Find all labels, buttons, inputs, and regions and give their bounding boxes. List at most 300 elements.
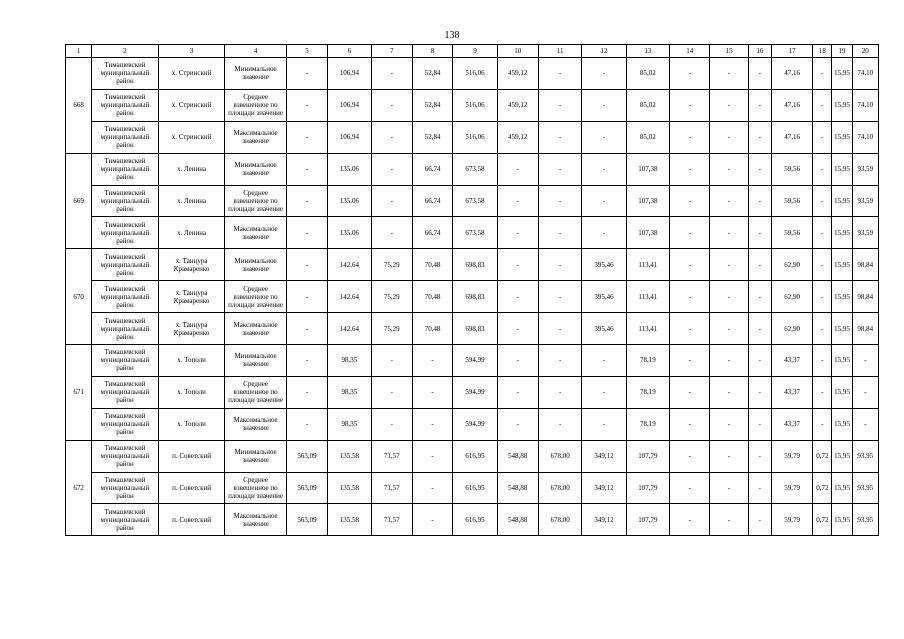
value-cell-col-17: 43,37 [771, 345, 812, 377]
value-cell-col-20: 93,95 [852, 472, 878, 504]
value-cell-col-15: - [710, 217, 748, 249]
value-cell-col-12: - [582, 185, 626, 217]
settlement-cell: х. Тополи [158, 408, 225, 440]
value-cell-col-6: 142,64 [328, 249, 371, 281]
value-cell-col-5: - [286, 249, 327, 281]
value-cell-col-19: 15,95 [832, 504, 852, 536]
value-cell-col-7: 71,57 [371, 504, 412, 536]
value-cell-col-12: - [582, 345, 626, 377]
value-cell-col-6: 142,64 [328, 281, 371, 313]
value-cell-col-13: 107,79 [626, 504, 669, 536]
value-cell-col-17: 59,79 [771, 472, 812, 504]
value-cell-col-5: - [286, 376, 327, 408]
value-cell-col-8: 52,84 [412, 121, 452, 153]
value-cell-col-16: - [748, 89, 771, 121]
value-cell-col-20: 93,95 [852, 440, 878, 472]
value-cell-col-10: - [497, 345, 538, 377]
value-cell-col-20: 74,10 [852, 121, 878, 153]
column-number-17: 17 [771, 45, 812, 58]
value-cell-col-8: 66,74 [412, 217, 452, 249]
value-cell-col-7: 75,29 [371, 249, 412, 281]
value-cell-col-20: 98,84 [852, 249, 878, 281]
value-cell-col-15: - [710, 58, 748, 90]
value-cell-col-9: 516,06 [453, 121, 497, 153]
column-number-9: 9 [453, 45, 497, 58]
value-cell-col-9: 616,95 [453, 472, 497, 504]
district-cell: Тимашевский муниципальный район [92, 281, 159, 313]
settlement-cell: п. Советский [158, 504, 225, 536]
value-cell-col-8: - [412, 408, 452, 440]
value-cell-col-6: 135,58 [328, 472, 371, 504]
column-number-5: 5 [286, 45, 327, 58]
value-cell-col-7: 71,57 [371, 440, 412, 472]
value-cell-col-19: 15,95 [832, 345, 852, 377]
district-cell: Тимашевский муниципальный район [92, 345, 159, 377]
table-row [66, 89, 879, 121]
value-cell-col-7: - [371, 408, 412, 440]
value-cell-col-12: - [582, 217, 626, 249]
value-type-cell: Минимальное значение [225, 249, 287, 281]
value-cell-col-20: 98,84 [852, 313, 878, 345]
value-cell-col-13: 107,38 [626, 185, 669, 217]
value-cell-col-14: - [670, 313, 710, 345]
value-cell-col-19: 15,95 [832, 376, 852, 408]
value-cell-col-8: - [412, 440, 452, 472]
value-cell-col-5: 563,09 [286, 472, 327, 504]
value-type-cell: Среднее взвешенное по площади значение [225, 472, 287, 504]
value-cell-col-18: - [813, 408, 832, 440]
value-cell-col-5: - [286, 185, 327, 217]
value-cell-col-18: - [813, 249, 832, 281]
value-cell-col-12: 349,12 [582, 472, 626, 504]
value-cell-col-6: 106,94 [328, 89, 371, 121]
value-cell-col-7: - [371, 185, 412, 217]
value-cell-col-16: - [748, 217, 771, 249]
row-group-number: 669 [66, 153, 92, 249]
table-row [66, 217, 879, 249]
value-cell-col-15: - [710, 376, 748, 408]
value-cell-col-12: - [582, 121, 626, 153]
value-cell-col-16: - [748, 472, 771, 504]
value-cell-col-15: - [710, 121, 748, 153]
value-cell-col-7: - [371, 58, 412, 90]
value-cell-col-20: 93,59 [852, 185, 878, 217]
value-type-cell: Максимальное значение [225, 217, 287, 249]
column-number-13: 13 [626, 45, 669, 58]
settlement-cell: п. Советский [158, 440, 225, 472]
value-cell-col-6: 98,35 [328, 345, 371, 377]
value-cell-col-18: - [813, 313, 832, 345]
value-cell-col-19: 15,95 [832, 185, 852, 217]
value-cell-col-16: - [748, 345, 771, 377]
value-cell-col-8: 66,74 [412, 153, 452, 185]
value-cell-col-19: 15,95 [832, 153, 852, 185]
value-cell-col-12: - [582, 89, 626, 121]
district-cell: Тимашевский муниципальный район [92, 89, 159, 121]
district-cell: Тимашевский муниципальный район [92, 440, 159, 472]
value-cell-col-16: - [748, 313, 771, 345]
value-cell-col-7: - [371, 217, 412, 249]
value-type-cell: Минимальное значение [225, 153, 287, 185]
value-cell-col-7: - [371, 345, 412, 377]
value-cell-col-18: - [813, 281, 832, 313]
value-cell-col-8: - [412, 345, 452, 377]
value-cell-col-16: - [748, 440, 771, 472]
value-cell-col-10: - [497, 281, 538, 313]
settlement-cell: х. Ленина [158, 185, 225, 217]
value-cell-col-19: 15,95 [832, 408, 852, 440]
value-cell-col-7: 75,29 [371, 281, 412, 313]
settlement-cell: п. Советский [158, 472, 225, 504]
value-cell-col-17: 62,90 [771, 249, 812, 281]
value-cell-col-12: 349,12 [582, 504, 626, 536]
district-cell: Тимашевский муниципальный район [92, 408, 159, 440]
value-cell-col-6: 106,94 [328, 58, 371, 90]
value-cell-col-9: 516,06 [453, 89, 497, 121]
value-cell-col-19: 15,95 [832, 472, 852, 504]
value-cell-col-13: 113,41 [626, 313, 669, 345]
value-cell-col-20: 93,59 [852, 153, 878, 185]
row-group-number: 670 [66, 249, 92, 345]
row-group-number: 671 [66, 345, 92, 441]
value-cell-col-13: 85,02 [626, 121, 669, 153]
value-cell-col-8: 70,48 [412, 313, 452, 345]
value-cell-col-17: 62,90 [771, 281, 812, 313]
value-cell-col-7: - [371, 89, 412, 121]
value-cell-col-6: 98,35 [328, 408, 371, 440]
value-type-cell: Минимальное значение [225, 58, 287, 90]
value-cell-col-16: - [748, 58, 771, 90]
settlement-cell: х. Танцура Крамаренко [158, 281, 225, 313]
value-type-cell: Максимальное значение [225, 121, 287, 153]
value-cell-col-10: - [497, 408, 538, 440]
value-cell-col-11: - [538, 281, 581, 313]
value-cell-col-10: 548,88 [497, 440, 538, 472]
value-type-cell: Максимальное значение [225, 408, 287, 440]
value-cell-col-9: 594,99 [453, 376, 497, 408]
value-cell-col-9: 698,83 [453, 249, 497, 281]
settlement-cell: х. Ленина [158, 217, 225, 249]
value-cell-col-15: - [710, 440, 748, 472]
value-cell-col-14: - [670, 408, 710, 440]
table-row [66, 313, 879, 345]
district-cell: Тимашевский муниципальный район [92, 217, 159, 249]
value-cell-col-19: 15,95 [832, 217, 852, 249]
value-cell-col-11: - [538, 185, 581, 217]
value-type-cell: Среднее взвешенное по площади значение [225, 89, 287, 121]
value-cell-col-5: - [286, 217, 327, 249]
value-type-cell: Среднее взвешенное по площади значение [225, 376, 287, 408]
value-cell-col-19: 15,95 [832, 440, 852, 472]
column-number-8: 8 [412, 45, 452, 58]
value-cell-col-7: 75,29 [371, 313, 412, 345]
value-cell-col-10: - [497, 249, 538, 281]
value-type-cell: Максимальное значение [225, 313, 287, 345]
value-cell-col-17: 47,16 [771, 121, 812, 153]
value-cell-col-9: 516,06 [453, 58, 497, 90]
value-cell-col-6: 135,58 [328, 504, 371, 536]
value-cell-col-13: 78,19 [626, 345, 669, 377]
district-cell: Тимашевский муниципальный район [92, 376, 159, 408]
value-cell-col-6: 135,58 [328, 440, 371, 472]
value-cell-col-7: 71,57 [371, 472, 412, 504]
settlement-cell: х. Танцура Крамаренко [158, 313, 225, 345]
column-number-16: 16 [748, 45, 771, 58]
district-cell: Тимашевский муниципальный район [92, 313, 159, 345]
value-cell-col-17: 59,56 [771, 153, 812, 185]
value-cell-col-7: - [371, 121, 412, 153]
value-cell-col-15: - [710, 89, 748, 121]
column-number-15: 15 [710, 45, 748, 58]
column-number-6: 6 [328, 45, 371, 58]
district-cell: Тимашевский муниципальный район [92, 504, 159, 536]
table-row [66, 345, 879, 377]
value-cell-col-20: 74,10 [852, 58, 878, 90]
value-cell-col-17: 59,79 [771, 504, 812, 536]
column-number-18: 18 [813, 45, 832, 58]
district-cell: Тимашевский муниципальный район [92, 121, 159, 153]
value-cell-col-19: 15,95 [832, 121, 852, 153]
value-cell-col-13: 107,38 [626, 217, 669, 249]
table-row [66, 281, 879, 313]
value-cell-col-20: - [852, 376, 878, 408]
value-cell-col-10: 459,12 [497, 58, 538, 90]
value-cell-col-15: - [710, 313, 748, 345]
value-cell-col-20: - [852, 408, 878, 440]
value-cell-col-11: - [538, 153, 581, 185]
value-cell-col-13: 85,02 [626, 58, 669, 90]
value-cell-col-10: - [497, 313, 538, 345]
value-cell-col-18: - [813, 121, 832, 153]
value-cell-col-11: 678,00 [538, 440, 581, 472]
column-number-19: 19 [832, 45, 852, 58]
table-row [66, 376, 879, 408]
value-cell-col-10: 548,88 [497, 472, 538, 504]
value-cell-col-15: - [710, 472, 748, 504]
value-cell-col-16: - [748, 121, 771, 153]
value-cell-col-10: - [497, 376, 538, 408]
value-cell-col-11: - [538, 89, 581, 121]
value-cell-col-8: - [412, 376, 452, 408]
value-cell-col-18: 0,72 [813, 504, 832, 536]
settlement-cell: х. Стринский [158, 121, 225, 153]
value-cell-col-9: 673,58 [453, 185, 497, 217]
value-cell-col-14: - [670, 217, 710, 249]
column-number-3: 3 [158, 45, 225, 58]
column-number-20: 20 [852, 45, 878, 58]
value-cell-col-20: 74,10 [852, 89, 878, 121]
value-cell-col-16: - [748, 281, 771, 313]
value-cell-col-10: 459,12 [497, 89, 538, 121]
value-type-cell: Среднее взвешенное по площади значение [225, 281, 287, 313]
value-cell-col-7: - [371, 153, 412, 185]
value-cell-col-14: - [670, 472, 710, 504]
value-cell-col-16: - [748, 153, 771, 185]
district-cell: Тимашевский муниципальный район [92, 58, 159, 90]
value-cell-col-9: 616,95 [453, 440, 497, 472]
value-cell-col-20: 93,95 [852, 504, 878, 536]
value-cell-col-18: - [813, 58, 832, 90]
value-cell-col-14: - [670, 376, 710, 408]
settlement-cell: х. Тополи [158, 376, 225, 408]
value-cell-col-10: 459,12 [497, 121, 538, 153]
value-cell-col-13: 113,41 [626, 249, 669, 281]
value-cell-col-20: - [852, 345, 878, 377]
value-cell-col-15: - [710, 408, 748, 440]
column-number-2: 2 [92, 45, 159, 58]
value-cell-col-18: 0,72 [813, 472, 832, 504]
value-cell-col-8: - [412, 472, 452, 504]
value-cell-col-17: 47,16 [771, 58, 812, 90]
value-cell-col-5: - [286, 121, 327, 153]
value-cell-col-18: - [813, 345, 832, 377]
value-cell-col-11: - [538, 313, 581, 345]
settlement-cell: х. Танцура Крамаренко [158, 249, 225, 281]
value-cell-col-11: - [538, 217, 581, 249]
value-cell-col-11: - [538, 58, 581, 90]
value-cell-col-9: 594,99 [453, 408, 497, 440]
cadastral-value-table [65, 44, 879, 536]
value-type-cell: Минимальное значение [225, 440, 287, 472]
value-cell-col-13: 85,02 [626, 89, 669, 121]
table-row [66, 185, 879, 217]
value-cell-col-6: 135,06 [328, 185, 371, 217]
district-cell: Тимашевский муниципальный район [92, 153, 159, 185]
value-cell-col-5: - [286, 281, 327, 313]
value-cell-col-14: - [670, 504, 710, 536]
value-cell-col-14: - [670, 345, 710, 377]
value-cell-col-14: - [670, 440, 710, 472]
value-cell-col-14: - [670, 58, 710, 90]
value-cell-col-16: - [748, 376, 771, 408]
value-cell-col-19: 15,95 [832, 249, 852, 281]
row-group-number: 668 [66, 58, 92, 154]
table-row [66, 440, 879, 472]
value-cell-col-12: 395,46 [582, 281, 626, 313]
column-number-11: 11 [538, 45, 581, 58]
settlement-cell: х. Стринский [158, 58, 225, 90]
table-row [66, 249, 879, 281]
value-cell-col-12: 395,46 [582, 313, 626, 345]
value-cell-col-10: - [497, 185, 538, 217]
value-cell-col-19: 15,95 [832, 281, 852, 313]
settlement-cell: х. Ленина [158, 153, 225, 185]
value-cell-col-12: - [582, 376, 626, 408]
value-cell-col-18: 0,72 [813, 440, 832, 472]
table-row [66, 472, 879, 504]
column-number-14: 14 [670, 45, 710, 58]
value-cell-col-20: 98,84 [852, 281, 878, 313]
value-cell-col-5: 563,09 [286, 504, 327, 536]
settlement-cell: х. Стринский [158, 89, 225, 121]
value-cell-col-11: - [538, 121, 581, 153]
table-body [66, 58, 879, 536]
value-cell-col-18: - [813, 89, 832, 121]
value-cell-col-9: 616,95 [453, 504, 497, 536]
value-cell-col-19: 15,95 [832, 58, 852, 90]
value-cell-col-14: - [670, 281, 710, 313]
value-cell-col-8: 52,84 [412, 89, 452, 121]
value-type-cell: Минимальное значение [225, 345, 287, 377]
value-cell-col-5: - [286, 345, 327, 377]
value-cell-col-15: - [710, 281, 748, 313]
value-cell-col-16: - [748, 408, 771, 440]
value-cell-col-5: - [286, 408, 327, 440]
value-cell-col-18: - [813, 376, 832, 408]
value-cell-col-13: 78,19 [626, 408, 669, 440]
column-number-12: 12 [582, 45, 626, 58]
value-cell-col-8: 70,48 [412, 249, 452, 281]
value-cell-col-11: - [538, 345, 581, 377]
column-number-10: 10 [497, 45, 538, 58]
value-cell-col-11: 678,00 [538, 504, 581, 536]
value-cell-col-6: 135,06 [328, 153, 371, 185]
value-cell-col-17: 43,37 [771, 376, 812, 408]
column-number-1: 1 [66, 45, 92, 58]
value-cell-col-17: 47,16 [771, 89, 812, 121]
value-cell-col-9: 673,58 [453, 217, 497, 249]
value-cell-col-12: - [582, 58, 626, 90]
value-cell-col-6: 98,35 [328, 376, 371, 408]
value-cell-col-16: - [748, 504, 771, 536]
value-cell-col-12: 349,12 [582, 440, 626, 472]
value-cell-col-10: - [497, 217, 538, 249]
district-cell: Тимашевский муниципальный район [92, 185, 159, 217]
column-number-4: 4 [225, 45, 287, 58]
value-cell-col-15: - [710, 345, 748, 377]
value-cell-col-7: - [371, 376, 412, 408]
value-cell-col-13: 107,79 [626, 440, 669, 472]
value-cell-col-17: 43,37 [771, 408, 812, 440]
value-cell-col-15: - [710, 185, 748, 217]
value-cell-col-19: 15,95 [832, 313, 852, 345]
value-cell-col-17: 59,56 [771, 185, 812, 217]
row-group-number: 672 [66, 440, 92, 536]
table-row [66, 153, 879, 185]
value-cell-col-15: - [710, 153, 748, 185]
value-cell-col-10: 548,88 [497, 504, 538, 536]
table-row [66, 504, 879, 536]
value-cell-col-5: 563,09 [286, 440, 327, 472]
value-cell-col-11: - [538, 376, 581, 408]
value-cell-col-9: 698,83 [453, 281, 497, 313]
value-cell-col-14: - [670, 185, 710, 217]
value-cell-col-15: - [710, 504, 748, 536]
value-cell-col-9: 673,58 [453, 153, 497, 185]
value-cell-col-10: - [497, 153, 538, 185]
value-cell-col-18: - [813, 217, 832, 249]
value-cell-col-5: - [286, 89, 327, 121]
value-cell-col-14: - [670, 153, 710, 185]
value-cell-col-15: - [710, 249, 748, 281]
table-row [66, 121, 879, 153]
value-type-cell: Среднее взвешенное по площади значение [225, 185, 287, 217]
value-cell-col-6: 142,64 [328, 313, 371, 345]
value-cell-col-17: 59,56 [771, 217, 812, 249]
value-cell-col-17: 59,79 [771, 440, 812, 472]
table-row [66, 408, 879, 440]
page-number: 138 [444, 30, 460, 41]
value-cell-col-11: - [538, 408, 581, 440]
value-cell-col-11: 678,00 [538, 472, 581, 504]
value-cell-col-13: 113,41 [626, 281, 669, 313]
value-cell-col-5: - [286, 313, 327, 345]
value-cell-col-12: - [582, 408, 626, 440]
value-cell-col-18: - [813, 153, 832, 185]
column-number-row [66, 45, 879, 58]
value-cell-col-14: - [670, 121, 710, 153]
district-cell: Тимашевский муниципальный район [92, 472, 159, 504]
